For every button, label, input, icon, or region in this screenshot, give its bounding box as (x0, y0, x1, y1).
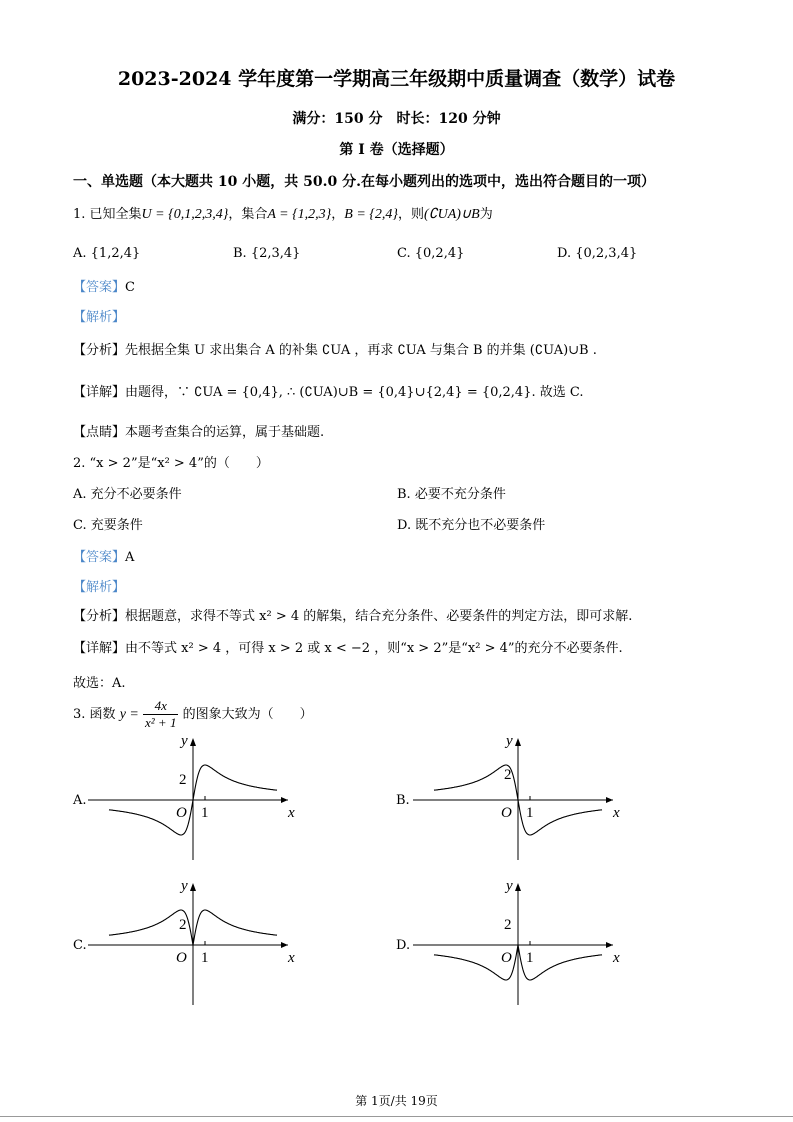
q2-option-c: C. 充要条件 (73, 518, 143, 533)
footer-rule (0, 1116, 793, 1117)
q1-text: ，集合 (228, 207, 268, 222)
fenxi-text: 根据题意，求得不等式 x² > 4 的解集，结合充分条件、必要条件的判定方法，即可求解. (125, 609, 633, 624)
q1-stem (73, 203, 493, 223)
page-footer: 第 1页/共 19页 (355, 1094, 438, 1108)
y-arrow-icon (190, 738, 196, 746)
q1-dianjing (73, 421, 324, 440)
x-arrow-icon (606, 797, 613, 803)
tick-label-1: 1 (526, 950, 534, 966)
q3-text: 3. 函数 (73, 707, 116, 722)
tick-label-1: 1 (201, 950, 209, 966)
q1-answer (73, 276, 135, 295)
q2-fenxi (73, 605, 632, 624)
y-arrow-icon (515, 738, 521, 746)
q2-conclusion: 故选：A. (73, 676, 126, 691)
fenxi-text: 先根据全集 U 求出集合 A 的补集 ∁UA ，再求 ∁UA 与集合 B 的并集 (∁UA)∪B . (125, 343, 597, 358)
x-axis-label: x (288, 805, 295, 821)
section-heading: 一、单选题（本大题共 10 小题，共 50.0 分.在每小题列出的选项中，选出符合题目的一项） (73, 174, 655, 190)
xiangjie-tag: 【详解】 (73, 641, 126, 656)
q1-option-a: A. {1,2,4} (73, 246, 141, 261)
tick-label-2: 2 (179, 772, 187, 788)
answer-tag: 【答案】 (73, 280, 126, 295)
q1-expr: (∁UA)∪B (424, 207, 480, 222)
q1-option-c: C. {0,2,4} (397, 246, 465, 261)
q3-option-a: A. (73, 793, 87, 808)
x-axis-label: x (613, 950, 620, 966)
origin-label: O (176, 805, 187, 821)
y-axis-label: y (506, 733, 513, 749)
tick-label-2: 2 (504, 917, 512, 933)
dianjing-text: 本题考查集合的运算，属于基础题. (125, 425, 325, 440)
q1-set-u: U = {0,1,2,3,4} (141, 207, 229, 222)
q1-xiangjie (73, 381, 583, 400)
q3-option-b: B. (396, 793, 410, 808)
y-axis-label: y (181, 878, 188, 894)
y-arrow-icon (515, 883, 521, 891)
graph-a (88, 735, 318, 875)
q3-option-d: D. (396, 938, 411, 953)
xiangjie-text: 由不等式 x² > 4 ，可得 x > 2 或 x < −2 ，则“x > 2”是“x² > 4”的充分不必要条件. (125, 641, 623, 656)
origin-label: O (176, 950, 187, 966)
q1-option-b: B. {2,3,4} (233, 246, 301, 261)
page-title: 2023-2024 学年度第一学期高三年级期中质量调查（数学）试卷 (117, 68, 676, 90)
q3-y: y = (119, 707, 139, 722)
q1-analysis-tag: 【解析】 (73, 310, 126, 325)
x-axis-label: x (288, 950, 295, 966)
q3-stem (73, 698, 313, 731)
origin-label: O (501, 805, 512, 821)
y-axis-label: y (181, 733, 188, 749)
q1-text: 为 (479, 207, 493, 222)
x-axis-label: x (613, 805, 620, 821)
q1-set-a: A = {1,2,3} (267, 207, 332, 222)
q1-fenxi (73, 339, 597, 358)
fraction-numerator: 4x (143, 698, 178, 715)
y-arrow-icon (190, 883, 196, 891)
x-arrow-icon (281, 797, 288, 803)
tick-label-1: 1 (526, 805, 534, 821)
q2-xiangjie (73, 637, 623, 656)
answer-value: A (125, 550, 135, 565)
q2-option-a: A. 充分不必要条件 (73, 487, 182, 502)
q1-text: ，则 (398, 207, 425, 222)
q2-stem: 2. “x > 2”是“x² > 4”的（ ） (73, 456, 269, 471)
fenxi-tag: 【分析】 (73, 343, 126, 358)
q1-set-b: B = {2,4} (344, 207, 398, 222)
q3-fraction (143, 698, 178, 731)
tick-label-2: 2 (504, 767, 512, 783)
q2-analysis-tag: 【解析】 (73, 580, 126, 595)
answer-value: C (125, 280, 135, 295)
y-axis-label: y (506, 878, 513, 894)
q1-text: 1. 已知全集 (73, 207, 142, 222)
xiangjie-text: 由题得，∵ ∁UA = {0,4}, ∴ (∁UA)∪B = {0,4}∪{2,4} = {0,2,4}. 故选 C. (125, 385, 584, 400)
tick-label-2: 2 (179, 917, 187, 933)
q2-option-b: B. 必要不充分条件 (397, 487, 506, 502)
q2-option-d: D. 既不充分也不必要条件 (397, 518, 546, 533)
fraction-denominator: x² + 1 (145, 715, 177, 730)
origin-label: O (501, 950, 512, 966)
subtitle: 满分：150 分 时长：120 分钟 (292, 111, 501, 127)
fenxi-tag: 【分析】 (73, 609, 126, 624)
dianjing-tag: 【点睛】 (73, 425, 126, 440)
answer-tag: 【答案】 (73, 550, 126, 565)
graph-c (88, 880, 318, 1020)
xiangjie-tag: 【详解】 (73, 385, 126, 400)
graph-d (413, 880, 643, 1020)
graph-b (413, 735, 643, 875)
x-arrow-icon (281, 942, 288, 948)
q3-option-c: C. (73, 938, 87, 953)
x-arrow-icon (606, 942, 613, 948)
q1-text: ， (331, 207, 345, 222)
q2-answer (73, 546, 134, 565)
q3-text: 的图象大致为（ ） (182, 707, 313, 722)
tick-label-1: 1 (201, 805, 209, 821)
volume-heading: 第 I 卷（选择题） (339, 142, 454, 158)
q1-option-d: D. {0,2,3,4} (557, 246, 638, 261)
